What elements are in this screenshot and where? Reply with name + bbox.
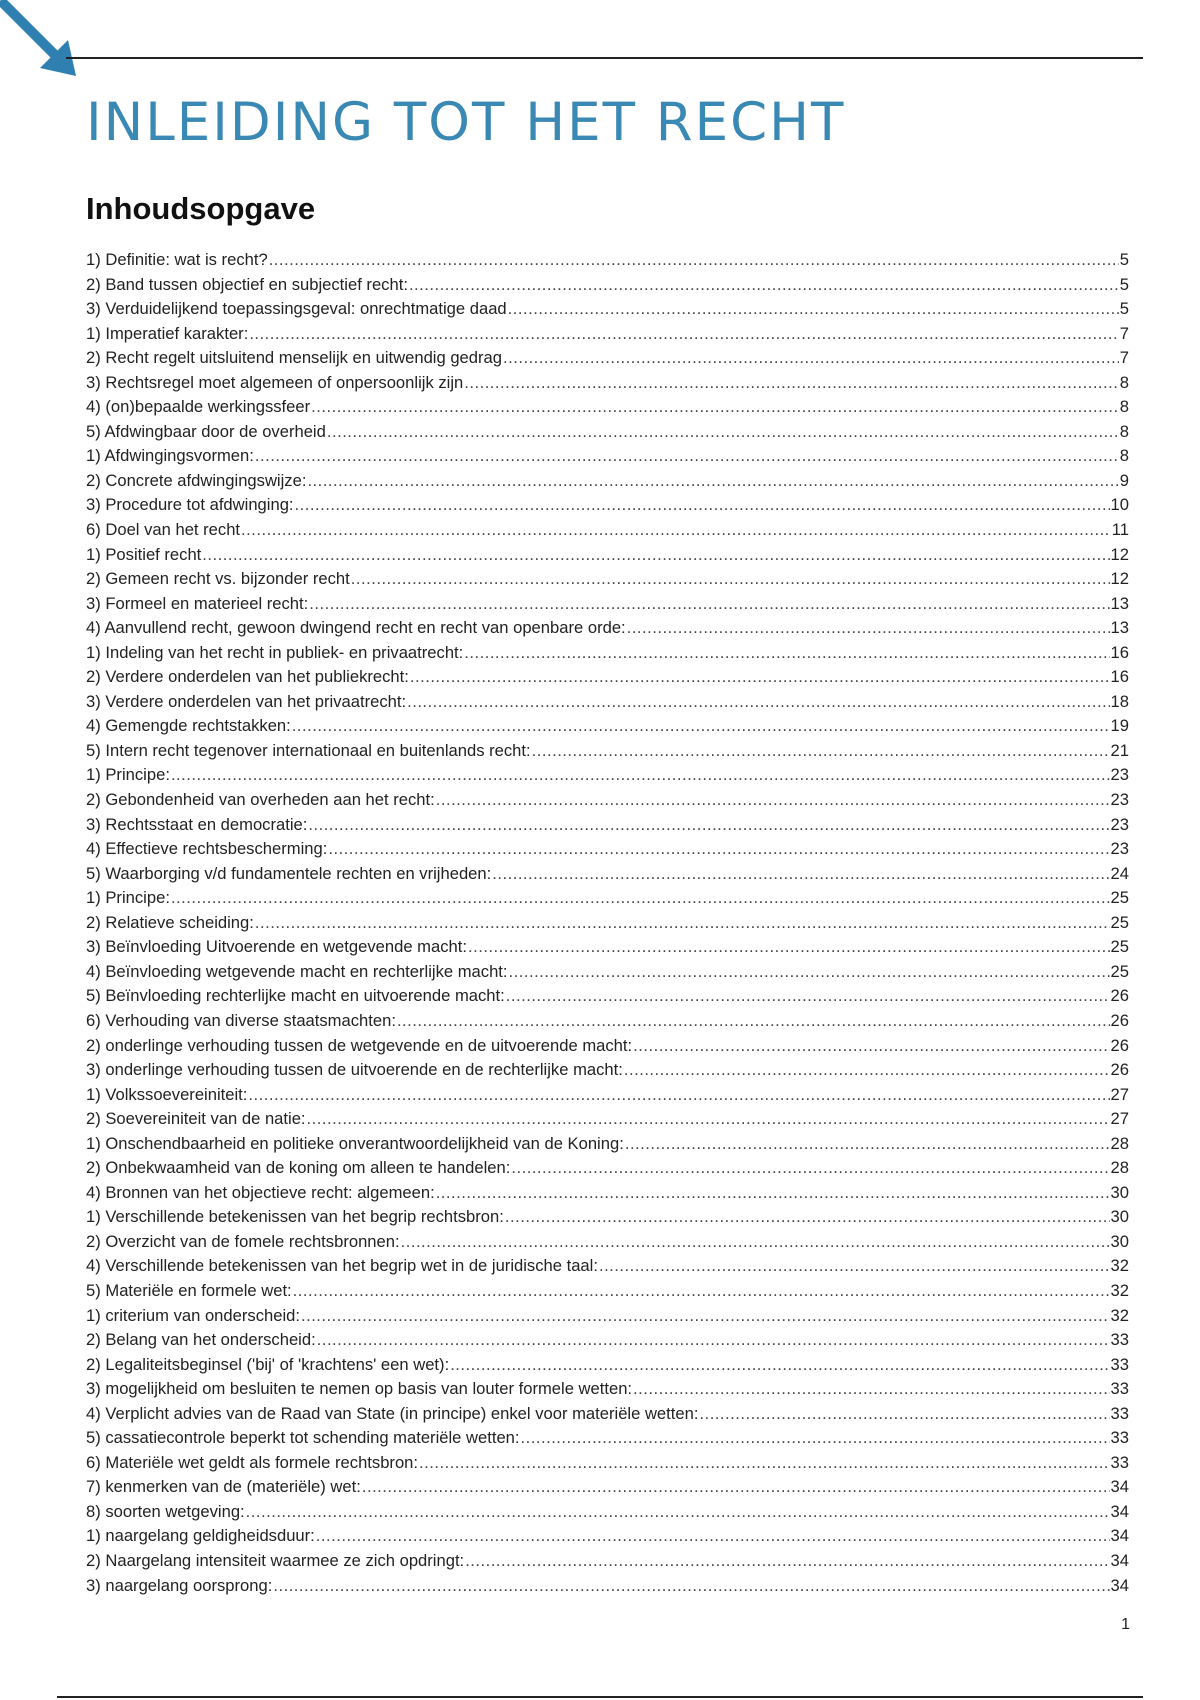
toc-dot-leader	[506, 984, 1110, 1009]
toc-entry-page: 26	[1110, 1035, 1129, 1055]
toc-dot-leader	[505, 1205, 1110, 1230]
toc-entry-label: 1) Positief recht	[86, 544, 202, 564]
toc-entry-page: 33	[1110, 1354, 1129, 1374]
toc-entry-page: 23	[1110, 814, 1129, 834]
toc-entry-label: 2) Gebondenheid van overheden aan het recht:	[86, 790, 435, 810]
toc-entry-page: 33	[1110, 1403, 1129, 1423]
header-rule	[66, 57, 1143, 59]
toc-entry[interactable]	[86, 1402, 1129, 1427]
toc-dot-leader	[307, 469, 1118, 494]
toc-entry-label: 2) Concrete afdwingingswijze:	[86, 470, 307, 490]
toc-dot-leader	[307, 1107, 1110, 1132]
toc-entry-page: 27	[1110, 1084, 1129, 1104]
toc-entry-page: 5	[1119, 250, 1129, 269]
toc-entry-page: 34	[1110, 1526, 1129, 1546]
toc-entry-label: 2) Recht regelt uitsluitend menselijk en uitwendig gedrag	[86, 348, 503, 368]
toc-entry-page: 25	[1110, 961, 1129, 981]
toc-entry[interactable]	[86, 616, 1129, 641]
toc-entry-label: 7) kenmerken van de (materiële) wet:	[86, 1477, 361, 1497]
toc-dot-leader	[503, 346, 1119, 371]
toc-entry[interactable]	[86, 1132, 1129, 1157]
toc-entry[interactable]	[86, 444, 1129, 469]
toc-entry-page: 24	[1110, 863, 1129, 883]
toc-entry-label: 6) Materiële wet geldt als formele rechtsbron:	[86, 1452, 419, 1472]
toc-entry[interactable]	[86, 1009, 1129, 1034]
toc-entry-label: 1) Onschendbaarheid en politieke onverantwoordelijkheid van de Koning:	[86, 1133, 624, 1153]
toc-entry[interactable]	[86, 690, 1129, 715]
toc-entry-page: 34	[1110, 1501, 1129, 1521]
toc-entry[interactable]	[86, 1524, 1129, 1549]
toc-dot-leader	[248, 1083, 1109, 1108]
toc-entry-page: 13	[1110, 618, 1129, 638]
toc-entry[interactable]	[86, 1230, 1129, 1255]
toc-entry-label: 1) Principe:	[86, 888, 170, 908]
toc-entry-label: 4) Verplicht advies van de Raad van State (in principe) enkel voor materiële wetten:	[86, 1403, 699, 1423]
toc-entry-page: 34	[1110, 1575, 1129, 1595]
toc-dot-leader	[171, 886, 1110, 911]
toc-entry-page: 33	[1110, 1428, 1129, 1448]
toc-entry[interactable]	[86, 862, 1129, 887]
toc-entry[interactable]	[86, 1058, 1129, 1083]
toc-entry[interactable]	[86, 1426, 1129, 1451]
toc-entry-page: 12	[1110, 544, 1129, 564]
toc-entry[interactable]	[86, 641, 1129, 666]
toc-entry-page: 23	[1110, 790, 1129, 810]
toc-entry-page: 34	[1110, 1550, 1129, 1570]
toc-dot-leader	[171, 763, 1110, 788]
toc-entry-page: 25	[1110, 888, 1129, 908]
toc-dot-leader	[351, 567, 1110, 592]
toc-entry[interactable]	[86, 371, 1129, 396]
toc-entry[interactable]	[86, 273, 1129, 298]
toc-dot-leader	[202, 543, 1109, 568]
toc-entry-label: 1) criterium van onderscheid:	[86, 1305, 300, 1325]
toc-entry[interactable]	[86, 911, 1129, 936]
toc-entry-label: 3) Beïnvloeding Uitvoerende en wetgevende macht:	[86, 937, 467, 957]
arrow-icon	[0, 0, 84, 84]
toc-entry-page: 18	[1110, 691, 1129, 711]
toc-entry-label: 1) Imperatief karakter:	[86, 323, 249, 343]
toc-entry-page: 23	[1110, 765, 1129, 785]
toc-entry-page: 33	[1110, 1452, 1129, 1472]
toc-entry-label: 4) Bronnen van het objectieve recht: algemeen:	[86, 1182, 435, 1202]
toc-entry-page: 25	[1110, 912, 1129, 932]
toc-entry[interactable]	[86, 960, 1129, 985]
toc-entry-label: 4) (on)bepaalde werkingssfeer	[86, 397, 311, 417]
toc-entry-label: 8) soorten wetgeving:	[86, 1501, 245, 1521]
toc-dot-leader	[409, 273, 1119, 298]
toc-entry-label: 3) naargelang oorsprong:	[86, 1575, 273, 1595]
toc-entry-label: 2) Gemeen recht vs. bijzonder recht	[86, 569, 350, 589]
toc-entry-page: 7	[1119, 348, 1129, 368]
toc-entry-page: 8	[1119, 421, 1129, 441]
toc-entry-label: 1) Verschillende betekenissen van het begrip rechtsbron:	[86, 1207, 504, 1227]
toc-dot-leader	[269, 248, 1119, 273]
toc-dot-leader	[465, 1549, 1109, 1574]
toc-entry[interactable]	[86, 763, 1129, 788]
toc-entry[interactable]	[86, 1254, 1129, 1279]
toc-entry[interactable]	[86, 714, 1129, 739]
toc-entry[interactable]	[86, 665, 1129, 690]
toc-entry-page: 30	[1110, 1207, 1129, 1227]
toc-dot-leader	[508, 297, 1119, 322]
toc-dot-leader	[309, 592, 1109, 617]
toc-dot-leader	[311, 395, 1119, 420]
toc-entry[interactable]	[86, 813, 1129, 838]
toc-entry-page: 21	[1110, 740, 1129, 760]
toc-entry[interactable]	[86, 1574, 1129, 1599]
toc-dot-leader	[407, 690, 1109, 715]
toc-entry[interactable]	[86, 1205, 1129, 1230]
toc-dot-leader	[362, 1475, 1110, 1500]
toc-entry[interactable]	[86, 837, 1129, 862]
toc-entry-page: 26	[1110, 1060, 1129, 1080]
toc-entry[interactable]	[86, 1549, 1129, 1574]
toc-entry[interactable]	[86, 1034, 1129, 1059]
toc-dot-leader	[521, 1426, 1110, 1451]
toc-entry-label: 3) Rechtsstaat en democratie:	[86, 814, 308, 834]
toc-dot-leader	[633, 1377, 1109, 1402]
toc-dot-leader	[625, 1132, 1110, 1157]
toc-dot-leader	[301, 1304, 1110, 1329]
toc-entry[interactable]	[86, 1181, 1129, 1206]
toc-entry-page: 28	[1110, 1133, 1129, 1153]
toc-entry-label: 1) Indeling van het recht in publiek- en privaatrecht:	[86, 642, 464, 662]
toc-entry-page: 25	[1110, 937, 1129, 957]
toc-entry[interactable]	[86, 592, 1129, 617]
toc-dot-leader	[397, 1009, 1110, 1034]
table-of-contents	[86, 248, 1129, 1598]
toc-entry-page: 27	[1110, 1109, 1129, 1129]
toc-entry-page: 5	[1119, 299, 1129, 319]
toc-dot-leader	[633, 1034, 1109, 1059]
toc-entry[interactable]	[86, 935, 1129, 960]
toc-entry-label: 3) mogelijkheid om besluiten te nemen op basis van louter formele wetten:	[86, 1379, 633, 1399]
toc-dot-leader	[410, 665, 1110, 690]
toc-entry-label: 2) Belang van het onderscheid:	[86, 1330, 316, 1350]
toc-entry-label: 2) Band tussen objectief en subjectief recht:	[86, 274, 408, 294]
toc-dot-leader	[419, 1451, 1110, 1476]
toc-entry[interactable]	[86, 322, 1129, 347]
toc-entry-label: 2) Overzicht van de fomele rechtsbronnen:	[86, 1231, 400, 1251]
toc-entry-label: 4) Verschillende betekenissen van het begrip wet in de juridische taal:	[86, 1256, 598, 1276]
toc-entry-page: 12	[1110, 569, 1129, 589]
toc-dot-leader	[316, 1524, 1110, 1549]
toc-entry[interactable]	[86, 567, 1129, 592]
toc-entry-page: 16	[1110, 642, 1129, 662]
toc-entry-page: 34	[1110, 1477, 1129, 1497]
toc-entry[interactable]	[86, 1304, 1129, 1329]
toc-dot-leader	[468, 935, 1110, 960]
toc-entry-page: 23	[1110, 839, 1129, 859]
toc-entry-page: 26	[1110, 1010, 1129, 1030]
toc-entry-label: 3) Procedure tot afdwinging:	[86, 495, 294, 515]
toc-entry-label: 4) Effectieve rechtsbescherming:	[86, 839, 328, 859]
toc-dot-leader	[436, 1181, 1110, 1206]
toc-entry[interactable]	[86, 1500, 1129, 1525]
toc-entry[interactable]	[86, 248, 1129, 273]
toc-entry-page: 10	[1110, 495, 1129, 515]
toc-dot-leader	[295, 493, 1110, 518]
toc-entry[interactable]	[86, 346, 1129, 371]
toc-entry-page: 8	[1119, 372, 1129, 392]
toc-entry-label: 4) Gemengde rechtstakken:	[86, 716, 291, 736]
toc-entry[interactable]	[86, 1353, 1129, 1378]
toc-entry[interactable]	[86, 788, 1129, 813]
toc-dot-leader	[599, 1254, 1110, 1279]
toc-entry-page: 7	[1119, 323, 1129, 343]
toc-entry-label: 5) Afdwingbaar door de overheid	[86, 421, 326, 441]
toc-dot-leader	[699, 1402, 1109, 1427]
toc-dot-leader	[492, 862, 1109, 887]
toc-entry[interactable]	[86, 1377, 1129, 1402]
toc-entry-label: 6) Verhouding van diverse staatsmachten:	[86, 1010, 396, 1030]
toc-dot-leader	[273, 1574, 1109, 1599]
toc-entry-label: 2) Onbekwaamheid van de koning om alleen te handelen:	[86, 1158, 511, 1178]
toc-dot-leader	[249, 322, 1118, 347]
toc-entry-label: 5) Materiële en formele wet:	[86, 1280, 292, 1300]
toc-entry-label: 5) Beïnvloeding rechterlijke macht en uitvoerende macht:	[86, 986, 505, 1006]
toc-dot-leader	[293, 1279, 1110, 1304]
toc-entry-label: 3) Rechtsregel moet algemeen of onpersoonlijk zijn	[86, 372, 464, 392]
toc-entry-page: 33	[1110, 1330, 1129, 1350]
toc-dot-leader	[317, 1328, 1110, 1353]
toc-dot-leader	[624, 1058, 1110, 1083]
toc-dot-leader	[532, 739, 1110, 764]
toc-entry-page: 8	[1119, 397, 1129, 417]
toc-entry-label: 2) Legaliteitsbeginsel ('bij' of 'krachtens' een wet):	[86, 1354, 450, 1374]
toc-entry-label: 2) Soevereiniteit van de natie:	[86, 1109, 306, 1129]
toc-entry-page: 26	[1110, 986, 1129, 1006]
toc-entry[interactable]	[86, 469, 1129, 494]
toc-entry-label: 1) naargelang geldigheidsduur:	[86, 1526, 315, 1546]
toc-dot-leader	[627, 616, 1110, 641]
toc-entry[interactable]	[86, 1475, 1129, 1500]
toc-entry[interactable]	[86, 1156, 1129, 1181]
toc-entry-label: 5) Intern recht tegenover internationaal en buitenlands recht:	[86, 740, 531, 760]
toc-entry-label: 2) Naargelang intensiteit waarmee ze zich opdringt:	[86, 1550, 465, 1570]
toc-entry[interactable]	[86, 518, 1129, 543]
toc-heading: Inhoudsopgave	[86, 191, 316, 226]
toc-entry-label: 5) Waarborging v/d fundamentele rechten en vrijheden:	[86, 863, 492, 883]
toc-entry-page: 9	[1119, 470, 1129, 490]
toc-entry-label: 4) Aanvullend recht, gewoon dwingend recht en recht van openbare orde:	[86, 618, 626, 638]
toc-entry-page: 32	[1110, 1280, 1129, 1300]
footer-rule	[57, 1696, 1143, 1698]
toc-entry-label: 5) cassatiecontrole beperkt tot schending materiële wetten:	[86, 1428, 520, 1448]
toc-entry-page: 5	[1119, 274, 1129, 294]
toc-dot-leader	[450, 1353, 1109, 1378]
toc-entry-label: 3) Verduidelijkend toepassingsgeval: onrechtmatige daad	[86, 299, 507, 319]
toc-dot-leader	[241, 518, 1111, 543]
toc-entry-page: 30	[1110, 1231, 1129, 1251]
toc-dot-leader	[308, 813, 1109, 838]
toc-entry-label: 3) Verdere onderdelen van het privaatrecht:	[86, 691, 407, 711]
toc-dot-leader	[509, 960, 1110, 985]
toc-dot-leader	[255, 444, 1119, 469]
toc-entry[interactable]	[86, 297, 1129, 322]
toc-entry[interactable]	[86, 1451, 1129, 1476]
toc-entry-label: 4) Beïnvloeding wetgevende macht en rechterlijke macht:	[86, 961, 508, 981]
toc-entry-page: 16	[1110, 667, 1129, 687]
toc-entry[interactable]	[86, 1279, 1129, 1304]
toc-entry[interactable]	[86, 1107, 1129, 1132]
toc-entry-page: 30	[1110, 1182, 1129, 1202]
toc-entry-page: 11	[1111, 520, 1129, 540]
toc-entry-label: 2) Verdere onderdelen van het publiekrecht:	[86, 667, 409, 687]
toc-entry[interactable]	[86, 543, 1129, 568]
page-number: 1	[1121, 1616, 1130, 1633]
toc-dot-leader	[328, 837, 1109, 862]
toc-entry-label: 1) Afdwingingsvormen:	[86, 446, 254, 466]
toc-dot-leader	[246, 1500, 1110, 1525]
toc-entry-page: 13	[1110, 593, 1129, 613]
toc-entry[interactable]	[86, 420, 1129, 445]
toc-entry-page: 33	[1110, 1379, 1129, 1399]
toc-entry-label: 6) Doel van het recht	[86, 520, 241, 540]
toc-entry-page: 32	[1110, 1256, 1129, 1276]
toc-dot-leader	[401, 1230, 1110, 1255]
toc-entry-label: 2) Relatieve scheiding:	[86, 912, 254, 932]
toc-entry-label: 2) onderlinge verhouding tussen de wetgevende en de uitvoerende macht:	[86, 1035, 633, 1055]
toc-entry-label: 1) Principe:	[86, 765, 170, 785]
toc-dot-leader	[464, 371, 1119, 396]
toc-entry-page: 19	[1110, 716, 1129, 736]
toc-entry-label: 1) Volkssoevereiniteit:	[86, 1084, 248, 1104]
toc-dot-leader	[436, 788, 1110, 813]
toc-entry-label: 3) onderlinge verhouding tussen de uitvoerende en de rechterlijke macht:	[86, 1060, 623, 1080]
toc-dot-leader	[292, 714, 1110, 739]
toc-entry[interactable]	[86, 886, 1129, 911]
toc-entry[interactable]	[86, 984, 1129, 1009]
toc-dot-leader	[255, 911, 1110, 936]
toc-entry-page: 32	[1110, 1305, 1129, 1325]
document-title: INLEIDING TOT HET RECHT	[86, 92, 846, 153]
toc-entry-page: 8	[1119, 446, 1129, 466]
toc-dot-leader	[464, 641, 1109, 666]
toc-entry[interactable]	[86, 493, 1129, 518]
toc-dot-leader	[327, 420, 1119, 445]
toc-entry-page: 28	[1110, 1158, 1129, 1178]
toc-entry[interactable]	[86, 1328, 1129, 1353]
toc-dot-leader	[511, 1156, 1109, 1181]
toc-entry[interactable]	[86, 1083, 1129, 1108]
toc-entry-label: 3) Formeel en materieel recht:	[86, 593, 309, 613]
toc-entry-label: 1) Definitie: wat is recht?	[86, 250, 268, 269]
toc-entry[interactable]	[86, 395, 1129, 420]
toc-entry[interactable]	[86, 739, 1129, 764]
